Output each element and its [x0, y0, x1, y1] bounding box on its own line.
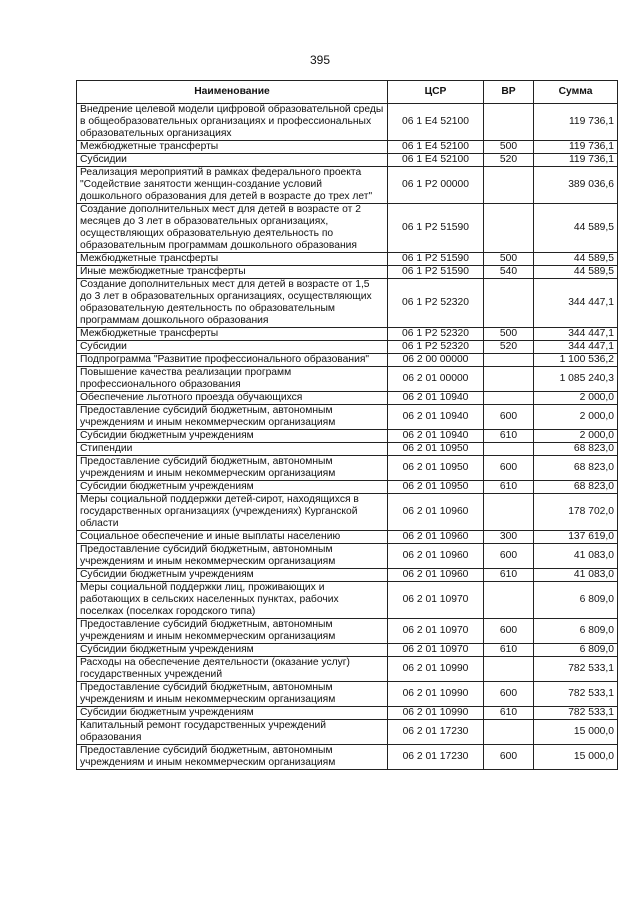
table-row — [77, 619, 618, 644]
table-row — [77, 682, 618, 707]
cell-vr: 500 — [484, 141, 534, 154]
cell-name: Субсидии бюджетным учреждениям — [77, 569, 388, 582]
table-row — [77, 720, 618, 745]
cell-csr: 06 1 P2 51590 — [388, 204, 484, 253]
cell-sum: 389 036,6 — [534, 167, 618, 204]
table-row — [77, 644, 618, 657]
cell-name: Подпрограмма "Развитие профессионального образования" — [77, 354, 388, 367]
table-row — [77, 253, 618, 266]
cell-csr: 06 1 E4 52100 — [388, 104, 484, 141]
cell-sum: 15 000,0 — [534, 720, 618, 745]
cell-name: Межбюджетные трансферты — [77, 328, 388, 341]
cell-sum: 344 447,1 — [534, 279, 618, 328]
cell-csr: 06 2 01 10940 — [388, 430, 484, 443]
page-number: 395 — [309, 53, 331, 67]
table-row — [77, 430, 618, 443]
cell-sum: 2 000,0 — [534, 430, 618, 443]
cell-sum: 782 533,1 — [534, 707, 618, 720]
header-sum: Сумма — [534, 81, 618, 104]
cell-vr: 600 — [484, 405, 534, 430]
cell-vr: 610 — [484, 707, 534, 720]
table-row — [77, 531, 618, 544]
table-row — [77, 544, 618, 569]
table-body — [77, 104, 618, 770]
cell-name: Создание дополнительных мест для детей в возрасте от 2 месяцев до 3 лет в образовательных организациях, осуществляющих образовательную деятельность по образовательным программам дошкольного образования — [77, 204, 388, 253]
cell-csr: 06 1 P2 51590 — [388, 266, 484, 279]
cell-name: Предоставление субсидий бюджетным, автономным учреждениям и иным некоммерческим организациям — [77, 405, 388, 430]
cell-csr: 06 1 P2 00000 — [388, 167, 484, 204]
cell-sum: 44 589,5 — [534, 253, 618, 266]
cell-name: Межбюджетные трансферты — [77, 141, 388, 154]
cell-sum: 178 702,0 — [534, 494, 618, 531]
cell-name: Предоставление субсидий бюджетным, автономным учреждениям и иным некоммерческим организациям — [77, 456, 388, 481]
cell-name: Внедрение целевой модели цифровой образовательной среды в общеобразовательных организациях и профессиональных образовательных организациях — [77, 104, 388, 141]
table-row — [77, 141, 618, 154]
cell-csr: 06 1 E4 52100 — [388, 154, 484, 167]
cell-vr: 500 — [484, 328, 534, 341]
cell-vr: 610 — [484, 481, 534, 494]
cell-vr — [484, 720, 534, 745]
cell-vr — [484, 104, 534, 141]
cell-csr: 06 1 P2 52320 — [388, 341, 484, 354]
cell-name: Иные межбюджетные трансферты — [77, 266, 388, 279]
cell-csr: 06 1 P2 52320 — [388, 328, 484, 341]
cell-name: Субсидии бюджетным учреждениям — [77, 644, 388, 657]
cell-csr: 06 2 01 10960 — [388, 494, 484, 531]
cell-name: Субсидии бюджетным учреждениям — [77, 430, 388, 443]
table-row — [77, 266, 618, 279]
table-row — [77, 367, 618, 392]
cell-name: Предоставление субсидий бюджетным, автономным учреждениям и иным некоммерческим организациям — [77, 682, 388, 707]
cell-vr: 600 — [484, 619, 534, 644]
cell-name: Повышение качества реализации программ профессионального образования — [77, 367, 388, 392]
cell-sum: 6 809,0 — [534, 582, 618, 619]
cell-vr: 520 — [484, 341, 534, 354]
table-row — [77, 657, 618, 682]
cell-name: Расходы на обеспечение деятельности (оказание услуг) государственных учреждений — [77, 657, 388, 682]
cell-vr: 600 — [484, 682, 534, 707]
cell-sum: 6 809,0 — [534, 644, 618, 657]
cell-name: Предоставление субсидий бюджетным, автономным учреждениям и иным некоммерческим организациям — [77, 544, 388, 569]
table-row — [77, 456, 618, 481]
cell-name: Реализация мероприятий в рамках федерального проекта "Содействие занятости женщин-создание условий дошкольного образования для детей в возрасте до трех лет" — [77, 167, 388, 204]
cell-csr: 06 2 01 10970 — [388, 644, 484, 657]
table-row — [77, 328, 618, 341]
cell-csr: 06 2 01 10940 — [388, 392, 484, 405]
cell-vr — [484, 443, 534, 456]
cell-vr — [484, 204, 534, 253]
cell-name: Субсидии — [77, 154, 388, 167]
header-csr: ЦСР — [388, 81, 484, 104]
cell-csr: 06 2 01 00000 — [388, 367, 484, 392]
cell-sum: 2 000,0 — [534, 405, 618, 430]
table-row — [77, 405, 618, 430]
cell-name: Субсидии — [77, 341, 388, 354]
cell-vr: 520 — [484, 154, 534, 167]
cell-csr: 06 2 01 10990 — [388, 682, 484, 707]
cell-vr: 540 — [484, 266, 534, 279]
cell-sum: 68 823,0 — [534, 481, 618, 494]
cell-sum: 41 083,0 — [534, 569, 618, 582]
cell-name: Межбюджетные трансферты — [77, 253, 388, 266]
cell-vr — [484, 367, 534, 392]
cell-csr: 06 1 P2 51590 — [388, 253, 484, 266]
cell-sum: 344 447,1 — [534, 341, 618, 354]
cell-sum: 68 823,0 — [534, 443, 618, 456]
table-row — [77, 154, 618, 167]
cell-sum: 41 083,0 — [534, 544, 618, 569]
cell-vr — [484, 657, 534, 682]
cell-csr: 06 2 01 17230 — [388, 745, 484, 770]
cell-vr: 500 — [484, 253, 534, 266]
header-vr: ВР — [484, 81, 534, 104]
cell-vr: 610 — [484, 569, 534, 582]
cell-name: Субсидии бюджетным учреждениям — [77, 707, 388, 720]
cell-csr: 06 2 01 10950 — [388, 481, 484, 494]
cell-name: Стипендии — [77, 443, 388, 456]
table-row — [77, 443, 618, 456]
cell-sum: 2 000,0 — [534, 392, 618, 405]
cell-csr: 06 2 01 17230 — [388, 720, 484, 745]
table-row — [77, 392, 618, 405]
cell-sum: 68 823,0 — [534, 456, 618, 481]
cell-csr: 06 2 01 10960 — [388, 544, 484, 569]
cell-vr — [484, 279, 534, 328]
table-row — [77, 569, 618, 582]
cell-vr — [484, 167, 534, 204]
table-row — [77, 341, 618, 354]
cell-sum: 1 100 536,2 — [534, 354, 618, 367]
cell-csr: 06 2 01 10970 — [388, 619, 484, 644]
table-row — [77, 104, 618, 141]
cell-sum: 119 736,1 — [534, 154, 618, 167]
header-name: Наименование — [77, 81, 388, 104]
cell-name: Предоставление субсидий бюджетным, автономным учреждениям и иным некоммерческим организациям — [77, 745, 388, 770]
cell-name: Капитальный ремонт государственных учреждений образования — [77, 720, 388, 745]
cell-csr: 06 2 01 10950 — [388, 456, 484, 481]
cell-vr — [484, 354, 534, 367]
cell-sum: 782 533,1 — [534, 682, 618, 707]
cell-vr — [484, 392, 534, 405]
cell-sum: 44 589,5 — [534, 204, 618, 253]
cell-csr: 06 2 01 10990 — [388, 707, 484, 720]
cell-csr: 06 2 01 10960 — [388, 531, 484, 544]
cell-sum: 1 085 240,3 — [534, 367, 618, 392]
cell-sum: 137 619,0 — [534, 531, 618, 544]
cell-sum: 44 589,5 — [534, 266, 618, 279]
cell-csr: 06 1 E4 52100 — [388, 141, 484, 154]
cell-name: Субсидии бюджетным учреждениям — [77, 481, 388, 494]
table-row — [77, 204, 618, 253]
cell-sum: 119 736,1 — [534, 141, 618, 154]
cell-csr: 06 2 00 00000 — [388, 354, 484, 367]
cell-vr: 610 — [484, 644, 534, 657]
cell-vr: 610 — [484, 430, 534, 443]
cell-sum: 6 809,0 — [534, 619, 618, 644]
cell-sum: 344 447,1 — [534, 328, 618, 341]
cell-vr: 300 — [484, 531, 534, 544]
table-row — [77, 494, 618, 531]
table-row — [77, 582, 618, 619]
cell-sum: 782 533,1 — [534, 657, 618, 682]
cell-vr: 600 — [484, 456, 534, 481]
cell-sum: 119 736,1 — [534, 104, 618, 141]
cell-name: Социальное обеспечение и иные выплаты населению — [77, 531, 388, 544]
cell-csr: 06 2 01 10990 — [388, 657, 484, 682]
table-row — [77, 279, 618, 328]
cell-vr — [484, 582, 534, 619]
cell-vr: 600 — [484, 544, 534, 569]
cell-csr: 06 1 P2 52320 — [388, 279, 484, 328]
table-row — [77, 707, 618, 720]
cell-csr: 06 2 01 10960 — [388, 569, 484, 582]
table-row — [77, 167, 618, 204]
table-header-row — [77, 81, 618, 104]
cell-name: Обеспечение льготного проезда обучающихся — [77, 392, 388, 405]
table-row — [77, 481, 618, 494]
cell-name: Меры социальной поддержки лиц, проживающих и работающих в сельских населенных пунктах, рабочих поселках (поселках городского типа) — [77, 582, 388, 619]
cell-vr: 600 — [484, 745, 534, 770]
cell-csr: 06 2 01 10970 — [388, 582, 484, 619]
cell-csr: 06 2 01 10950 — [388, 443, 484, 456]
budget-table — [76, 80, 618, 770]
cell-name: Предоставление субсидий бюджетным, автономным учреждениям и иным некоммерческим организациям — [77, 619, 388, 644]
cell-name: Меры социальной поддержки детей-сирот, находящихся в государственных организациях (учреждениях) Курганской области — [77, 494, 388, 531]
cell-name: Создание дополнительных мест для детей в возрасте от 1,5 до 3 лет в образовательных организациях, осуществляющих образовательную деятельность по образовательным программам дошкольного образования — [77, 279, 388, 328]
table-row — [77, 354, 618, 367]
cell-vr — [484, 494, 534, 531]
table-row — [77, 745, 618, 770]
cell-sum: 15 000,0 — [534, 745, 618, 770]
cell-csr: 06 2 01 10940 — [388, 405, 484, 430]
